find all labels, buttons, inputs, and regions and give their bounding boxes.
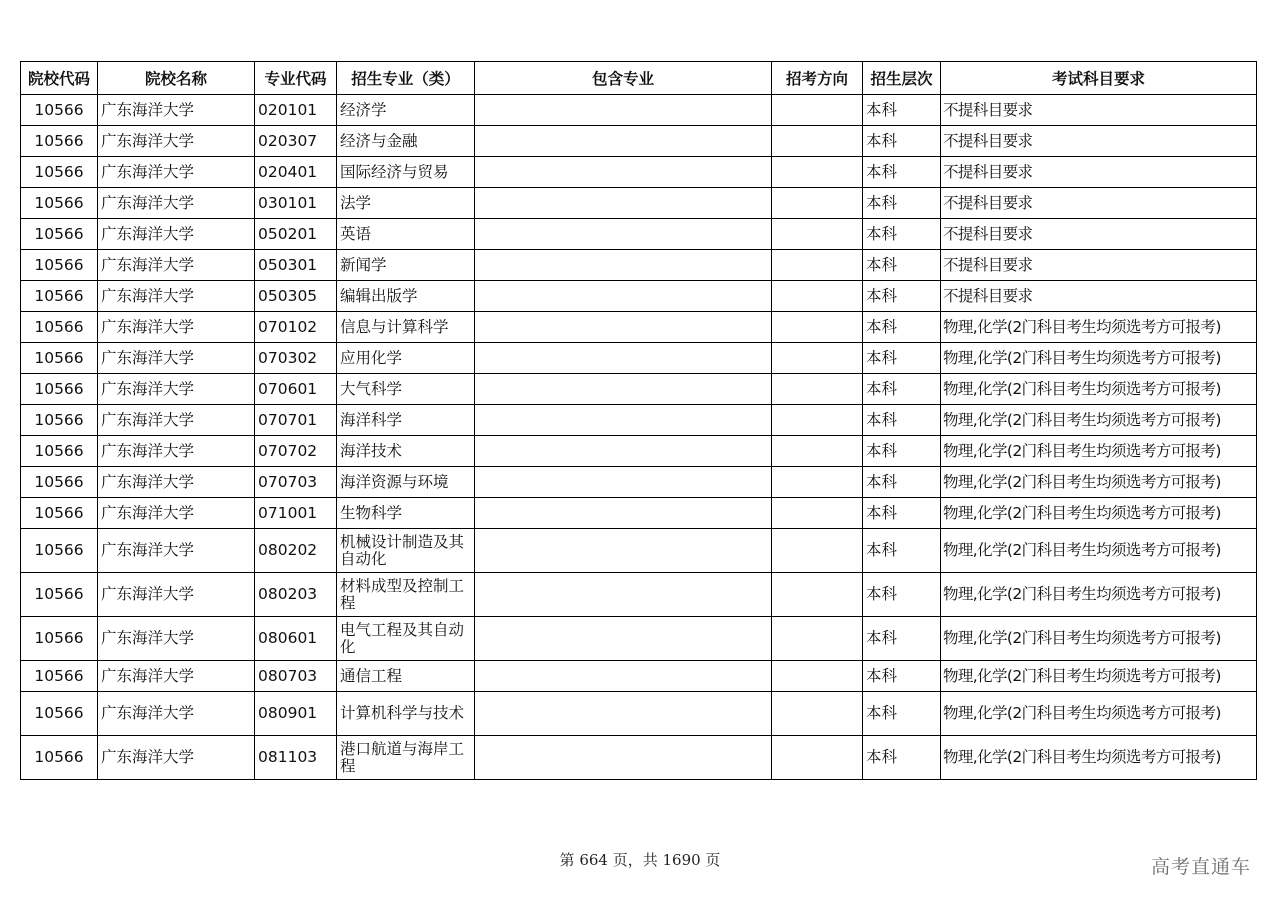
cell-major-code: 020307 — [255, 126, 337, 157]
cell-subject-requirement: 物理,化学(2门科目考生均须选考方可报考) — [941, 661, 1257, 692]
cell-direction — [772, 692, 863, 736]
table-row — [21, 374, 1257, 405]
cell-included-majors — [475, 188, 772, 219]
table-row — [21, 312, 1257, 343]
cell-level: 本科 — [863, 736, 941, 780]
cell-major-code: 030101 — [255, 188, 337, 219]
cell-major: 法学 — [337, 188, 475, 219]
cell-subject-requirement: 物理,化学(2门科目考生均须选考方可报考) — [941, 498, 1257, 529]
cell-major-code: 020401 — [255, 157, 337, 188]
cell-level: 本科 — [863, 95, 941, 126]
header-direction: 招考方向 — [772, 62, 863, 95]
cell-school-name: 广东海洋大学 — [98, 692, 255, 736]
cell-direction — [772, 661, 863, 692]
cell-school-code: 10566 — [21, 281, 98, 312]
table-row — [21, 736, 1257, 780]
cell-subject-requirement: 物理,化学(2门科目考生均须选考方可报考) — [941, 467, 1257, 498]
cell-school-name: 广东海洋大学 — [98, 529, 255, 573]
cell-major-code: 080901 — [255, 692, 337, 736]
cell-major-code: 080202 — [255, 529, 337, 573]
cell-subject-requirement: 物理,化学(2门科目考生均须选考方可报考) — [941, 312, 1257, 343]
cell-major: 海洋科学 — [337, 405, 475, 436]
cell-direction — [772, 188, 863, 219]
cell-major: 国际经济与贸易 — [337, 157, 475, 188]
header-row — [21, 62, 1257, 95]
cell-direction — [772, 573, 863, 617]
cell-school-name: 广东海洋大学 — [98, 467, 255, 498]
cell-major: 编辑出版学 — [337, 281, 475, 312]
cell-major-code: 070102 — [255, 312, 337, 343]
cell-school-name: 广东海洋大学 — [98, 219, 255, 250]
cell-subject-requirement: 不提科目要求 — [941, 219, 1257, 250]
cell-school-code: 10566 — [21, 188, 98, 219]
cell-included-majors — [475, 467, 772, 498]
cell-direction — [772, 736, 863, 780]
cell-level: 本科 — [863, 157, 941, 188]
cell-major: 经济与金融 — [337, 126, 475, 157]
cell-subject-requirement: 不提科目要求 — [941, 281, 1257, 312]
cell-school-code: 10566 — [21, 157, 98, 188]
table-row — [21, 343, 1257, 374]
cell-school-name: 广东海洋大学 — [98, 573, 255, 617]
cell-direction — [772, 219, 863, 250]
cell-level: 本科 — [863, 374, 941, 405]
cell-major-code: 070302 — [255, 343, 337, 374]
cell-included-majors — [475, 498, 772, 529]
cell-major: 通信工程 — [337, 661, 475, 692]
cell-school-code: 10566 — [21, 126, 98, 157]
cell-school-name: 广东海洋大学 — [98, 405, 255, 436]
header-school-name: 院校名称 — [98, 62, 255, 95]
table-row — [21, 467, 1257, 498]
cell-major: 机械设计制造及其自动化 — [337, 529, 475, 573]
cell-major-code: 050201 — [255, 219, 337, 250]
cell-included-majors — [475, 736, 772, 780]
table-row — [21, 188, 1257, 219]
cell-school-code: 10566 — [21, 498, 98, 529]
header-included-majors: 包含专业 — [475, 62, 772, 95]
header-major-code: 专业代码 — [255, 62, 337, 95]
cell-included-majors — [475, 405, 772, 436]
cell-school-code: 10566 — [21, 573, 98, 617]
cell-school-name: 广东海洋大学 — [98, 343, 255, 374]
cell-school-name: 广东海洋大学 — [98, 661, 255, 692]
cell-school-name: 广东海洋大学 — [98, 95, 255, 126]
cell-subject-requirement: 不提科目要求 — [941, 126, 1257, 157]
cell-included-majors — [475, 95, 772, 126]
cell-level: 本科 — [863, 219, 941, 250]
cell-major-code: 070701 — [255, 405, 337, 436]
cell-direction — [772, 436, 863, 467]
cell-subject-requirement: 物理,化学(2门科目考生均须选考方可报考) — [941, 405, 1257, 436]
table-row — [21, 281, 1257, 312]
cell-subject-requirement: 不提科目要求 — [941, 95, 1257, 126]
cell-school-code: 10566 — [21, 661, 98, 692]
cell-school-code: 10566 — [21, 617, 98, 661]
header-major: 招生专业（类） — [337, 62, 475, 95]
cell-level: 本科 — [863, 529, 941, 573]
cell-school-name: 广东海洋大学 — [98, 436, 255, 467]
table-row — [21, 126, 1257, 157]
cell-school-code: 10566 — [21, 467, 98, 498]
cell-major-code: 081103 — [255, 736, 337, 780]
cell-school-code: 10566 — [21, 692, 98, 736]
cell-major: 英语 — [337, 219, 475, 250]
table-row — [21, 661, 1257, 692]
cell-included-majors — [475, 157, 772, 188]
cell-direction — [772, 529, 863, 573]
table-row — [21, 405, 1257, 436]
cell-direction — [772, 126, 863, 157]
cell-subject-requirement: 不提科目要求 — [941, 157, 1257, 188]
cell-level: 本科 — [863, 573, 941, 617]
cell-major: 经济学 — [337, 95, 475, 126]
cell-school-name: 广东海洋大学 — [98, 126, 255, 157]
cell-included-majors — [475, 692, 772, 736]
header-level: 招生层次 — [863, 62, 941, 95]
cell-major: 计算机科学与技术 — [337, 692, 475, 736]
major-table — [20, 61, 1257, 780]
cell-level: 本科 — [863, 126, 941, 157]
cell-major-code: 070702 — [255, 436, 337, 467]
cell-major-code: 070601 — [255, 374, 337, 405]
cell-subject-requirement: 不提科目要求 — [941, 250, 1257, 281]
cell-major: 应用化学 — [337, 343, 475, 374]
cell-level: 本科 — [863, 661, 941, 692]
cell-school-name: 广东海洋大学 — [98, 250, 255, 281]
cell-included-majors — [475, 374, 772, 405]
cell-included-majors — [475, 343, 772, 374]
cell-major: 海洋技术 — [337, 436, 475, 467]
cell-school-name: 广东海洋大学 — [98, 736, 255, 780]
cell-subject-requirement: 物理,化学(2门科目考生均须选考方可报考) — [941, 617, 1257, 661]
cell-major: 海洋资源与环境 — [337, 467, 475, 498]
cell-direction — [772, 467, 863, 498]
cell-direction — [772, 312, 863, 343]
cell-level: 本科 — [863, 250, 941, 281]
cell-school-code: 10566 — [21, 736, 98, 780]
table-row — [21, 573, 1257, 617]
cell-level: 本科 — [863, 617, 941, 661]
table-row — [21, 436, 1257, 467]
cell-direction — [772, 250, 863, 281]
cell-major-code: 080203 — [255, 573, 337, 617]
cell-level: 本科 — [863, 467, 941, 498]
cell-school-name: 广东海洋大学 — [98, 188, 255, 219]
table-row — [21, 529, 1257, 573]
cell-subject-requirement: 物理,化学(2门科目考生均须选考方可报考) — [941, 692, 1257, 736]
cell-included-majors — [475, 529, 772, 573]
cell-major-code: 050305 — [255, 281, 337, 312]
cell-school-code: 10566 — [21, 250, 98, 281]
cell-included-majors — [475, 617, 772, 661]
cell-school-code: 10566 — [21, 95, 98, 126]
header-subject-requirement: 考试科目要求 — [941, 62, 1257, 95]
cell-major: 材料成型及控制工程 — [337, 573, 475, 617]
cell-school-code: 10566 — [21, 312, 98, 343]
cell-direction — [772, 95, 863, 126]
header-school-code: 院校代码 — [21, 62, 98, 95]
cell-major: 大气科学 — [337, 374, 475, 405]
cell-major: 信息与计算科学 — [337, 312, 475, 343]
cell-level: 本科 — [863, 692, 941, 736]
cell-subject-requirement: 物理,化学(2门科目考生均须选考方可报考) — [941, 343, 1257, 374]
cell-subject-requirement: 物理,化学(2门科目考生均须选考方可报考) — [941, 436, 1257, 467]
cell-subject-requirement: 物理,化学(2门科目考生均须选考方可报考) — [941, 529, 1257, 573]
cell-school-name: 广东海洋大学 — [98, 312, 255, 343]
cell-school-name: 广东海洋大学 — [98, 617, 255, 661]
watermark: 高考直通车 — [1150, 856, 1251, 878]
cell-included-majors — [475, 126, 772, 157]
cell-subject-requirement: 物理,化学(2门科目考生均须选考方可报考) — [941, 736, 1257, 780]
cell-school-name: 广东海洋大学 — [98, 498, 255, 529]
cell-direction — [772, 281, 863, 312]
cell-level: 本科 — [863, 343, 941, 374]
cell-included-majors — [475, 436, 772, 467]
cell-direction — [772, 343, 863, 374]
cell-school-code: 10566 — [21, 343, 98, 374]
table-row — [21, 692, 1257, 736]
table-row — [21, 157, 1257, 188]
cell-school-code: 10566 — [21, 374, 98, 405]
cell-school-name: 广东海洋大学 — [98, 281, 255, 312]
cell-major: 新闻学 — [337, 250, 475, 281]
cell-level: 本科 — [863, 436, 941, 467]
cell-level: 本科 — [863, 405, 941, 436]
cell-major-code: 020101 — [255, 95, 337, 126]
cell-major-code: 080703 — [255, 661, 337, 692]
cell-included-majors — [475, 219, 772, 250]
cell-direction — [772, 405, 863, 436]
cell-major-code: 050301 — [255, 250, 337, 281]
cell-major: 生物科学 — [337, 498, 475, 529]
cell-level: 本科 — [863, 281, 941, 312]
table-row — [21, 498, 1257, 529]
cell-level: 本科 — [863, 312, 941, 343]
cell-direction — [772, 157, 863, 188]
cell-included-majors — [475, 312, 772, 343]
table-row — [21, 219, 1257, 250]
cell-major: 电气工程及其自动化 — [337, 617, 475, 661]
cell-level: 本科 — [863, 498, 941, 529]
cell-included-majors — [475, 573, 772, 617]
cell-school-code: 10566 — [21, 219, 98, 250]
cell-subject-requirement: 物理,化学(2门科目考生均须选考方可报考) — [941, 374, 1257, 405]
cell-subject-requirement: 物理,化学(2门科目考生均须选考方可报考) — [941, 573, 1257, 617]
table-row — [21, 617, 1257, 661]
cell-subject-requirement: 不提科目要求 — [941, 188, 1257, 219]
cell-school-code: 10566 — [21, 529, 98, 573]
cell-included-majors — [475, 661, 772, 692]
cell-included-majors — [475, 281, 772, 312]
cell-school-code: 10566 — [21, 436, 98, 467]
cell-included-majors — [475, 250, 772, 281]
cell-school-code: 10566 — [21, 405, 98, 436]
table-row — [21, 95, 1257, 126]
cell-level: 本科 — [863, 188, 941, 219]
cell-major-code: 070703 — [255, 467, 337, 498]
cell-direction — [772, 617, 863, 661]
cell-major-code: 080601 — [255, 617, 337, 661]
cell-major: 港口航道与海岸工程 — [337, 736, 475, 780]
table-body — [21, 95, 1257, 780]
cell-direction — [772, 498, 863, 529]
cell-direction — [772, 374, 863, 405]
page-number: 第 664 页，共 1690 页 — [559, 851, 721, 869]
cell-school-name: 广东海洋大学 — [98, 157, 255, 188]
table-row — [21, 250, 1257, 281]
cell-school-name: 广东海洋大学 — [98, 374, 255, 405]
cell-major-code: 071001 — [255, 498, 337, 529]
